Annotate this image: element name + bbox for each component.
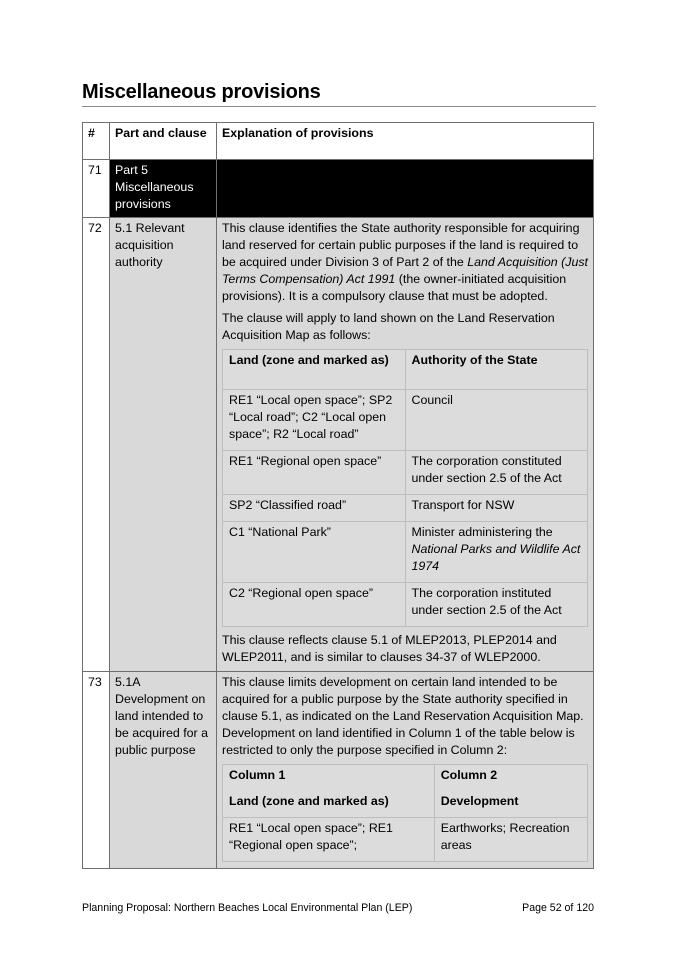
- header-part-and-clause: Part and clause: [110, 123, 217, 160]
- inner-header-column-1: [223, 765, 435, 818]
- section-explanation: [217, 160, 594, 218]
- provisions-table: [82, 122, 594, 869]
- column-title: Development: [440, 794, 519, 808]
- text-run: (the owner-initiated acquisition provisions). It is a compulsory clause that must be adopted.: [222, 272, 567, 303]
- land-cell: RE1 “Local open space”; RE1 “Regional open space”;: [223, 818, 435, 862]
- row-number: 73: [83, 672, 110, 869]
- authority-cell: [405, 522, 588, 583]
- row-number: 72: [83, 218, 110, 672]
- section-row: [83, 160, 594, 218]
- inner-row: [223, 390, 588, 451]
- authority-cell: The corporation instituted under section 2.5 of the Act: [405, 583, 588, 627]
- authority-table: [222, 349, 588, 627]
- table-row: [83, 672, 594, 869]
- header-explanation: Explanation of provisions: [217, 123, 594, 160]
- text-run: Minister administering the: [411, 525, 553, 539]
- table-header-row: [83, 123, 594, 160]
- inner-row: [223, 451, 588, 495]
- authority-cell: The corporation constituted under section 2.5 of the Act: [405, 451, 588, 495]
- column-number: Column 1: [229, 768, 286, 782]
- header-number: #: [83, 123, 110, 160]
- land-cell: C1 “National Park”: [223, 522, 406, 583]
- footer-page-number: Page 52 of 120: [522, 902, 594, 914]
- explanation-paragraph: [222, 220, 588, 305]
- inner-header-land: Land (zone and marked as): [223, 350, 406, 390]
- authority-cell: Transport for NSW: [405, 495, 588, 522]
- footer-document-title: Planning Proposal: Northern Beaches Local Environmental Plan (LEP): [82, 902, 413, 914]
- land-cell: RE1 “Regional open space”: [223, 451, 406, 495]
- inner-header-column-2: [434, 765, 587, 818]
- act-citation: National Parks and Wildlife Act 1974: [411, 542, 581, 573]
- inner-row: [223, 583, 588, 627]
- land-cell: RE1 “Local open space”; SP2 “Local road”; C2 “Local open space”; R2 “Local road”: [223, 390, 406, 451]
- act-citation: Land Acquisition (Just Terms Compensation) Act 1991: [222, 255, 588, 286]
- column-number: Column 2: [440, 768, 498, 782]
- authority-cell: Council: [405, 390, 588, 451]
- column-title: Land (zone and marked as): [229, 794, 389, 808]
- table-row: [83, 218, 594, 672]
- inner-header-row: [223, 350, 588, 390]
- title-divider: [82, 106, 596, 107]
- inner-header-row: [223, 765, 588, 818]
- inner-header-authority: Authority of the State: [405, 350, 588, 390]
- inner-row: [223, 522, 588, 583]
- clause-name: 5.1A Development on land intended to be acquired for a public purpose: [110, 672, 217, 869]
- text-run: This clause identifies the State authority responsible for acquiring land reserved for certain public purposes if the land is required to be acquired under Division 3 of Part 2 of the: [222, 221, 580, 269]
- explanation-paragraph: This clause limits development on certain land intended to be acquired for a public purpose by the State authority specified in clause 5.1, as indicated on the Land Reservation Acquisition Map. Development on land identified in Column 1 of the table below is restricted to only the purpose specified in Column 2:: [222, 675, 584, 757]
- row-number: 71: [83, 160, 110, 218]
- inner-row: [223, 818, 588, 862]
- clause-explanation: [217, 672, 594, 869]
- explanation-paragraph: The clause will apply to land shown on the Land Reservation Acquisition Map as follows:: [222, 311, 555, 342]
- development-cell: Earthworks; Recreation areas: [434, 818, 587, 862]
- inner-row: [223, 495, 588, 522]
- clause-name: 5.1 Relevant acquisition authority: [110, 218, 217, 672]
- explanation-paragraph: This clause reflects clause 5.1 of MLEP2013, PLEP2014 and WLEP2011, and is similar to clauses 34-37 of WLEP2000.: [222, 633, 557, 664]
- development-table: [222, 764, 588, 862]
- clause-explanation: [217, 218, 594, 672]
- section-title: Part 5 Miscellaneous provisions: [110, 160, 217, 218]
- land-cell: SP2 “Classified road”: [223, 495, 406, 522]
- page-title: Miscellaneous provisions: [82, 81, 321, 103]
- land-cell: C2 “Regional open space”: [223, 583, 406, 627]
